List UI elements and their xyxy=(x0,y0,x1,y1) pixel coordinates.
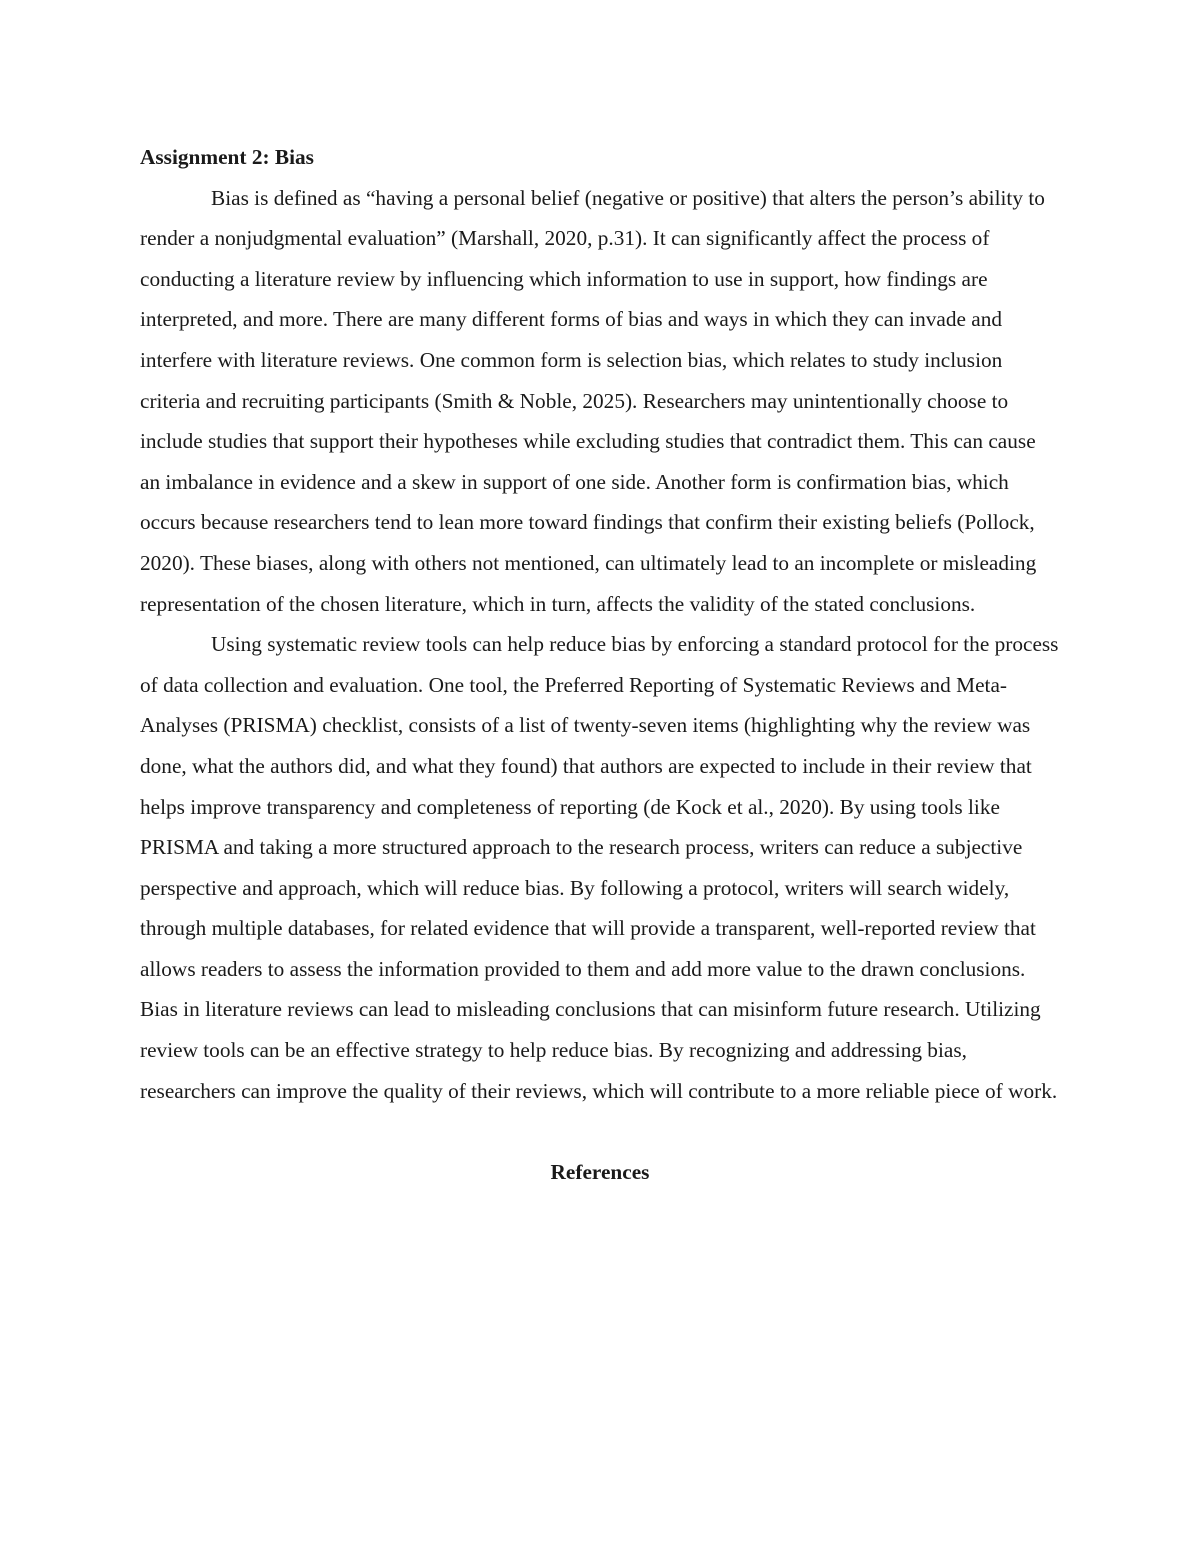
references-heading: References xyxy=(550,1159,650,1184)
body-paragraph-1: Bias is defined as “having a personal belief (negative or positive) that alters the person’s ability to render a nonjudgmental evaluation” (Marshall, 2020, p.31). It can significantly affect the process of conducting a literature review by influencing which information to use in support, how findings are interpreted, and more. There are many different forms of bias and ways in which they can invade and interfere with literature reviews. One common form is selection bias, which relates to study inclusion criteria and recruiting participants (Smith & Noble, 2025). Researchers may unintentionally choose to include studies that support their hypotheses while excluding studies that contradict them. This can cause an imbalance in evidence and a skew in support of one side. Another form is confirmation bias, which occurs because researchers tend to lean more toward findings that confirm their existing beliefs (Pollock, 2020). These biases, along with others not mentioned, can ultimately lead to an incomplete or misleading representation of the chosen literature, which in turn, affects the validity of the stated conclusions. xyxy=(140,185,1045,616)
body-paragraph-2: Using systematic review tools can help reduce bias by enforcing a standard protocol for the process of data collection and evaluation. One tool, the Preferred Reporting of Systematic Reviews and Meta-Analyses (PRISMA) checklist, consists of a list of twenty-seven items (highlighting why the review was done, what the authors did, and what they found) that authors are expected to include in their review that helps improve transparency and completeness of reporting (de Kock et al., 2020). By using tools like PRISMA and taking a more structured approach to the research process, writers can reduce a subjective perspective and approach, which will reduce bias. By following a protocol, writers will search widely, through multiple databases, for related evidence that will provide a transparent, well-reported review that allows readers to assess the information provided to them and add more value to the drawn conclusions. Bias in literature reviews can lead to misleading conclusions that can misinform future research. Utilizing review tools can be an effective strategy to help reduce bias. By recognizing and addressing bias, researchers can improve the quality of their reviews, which will contribute to a more reliable piece of work. xyxy=(140,632,1059,1103)
document-body xyxy=(140,137,1060,1192)
document-title: Assignment 2: Bias xyxy=(140,145,314,169)
